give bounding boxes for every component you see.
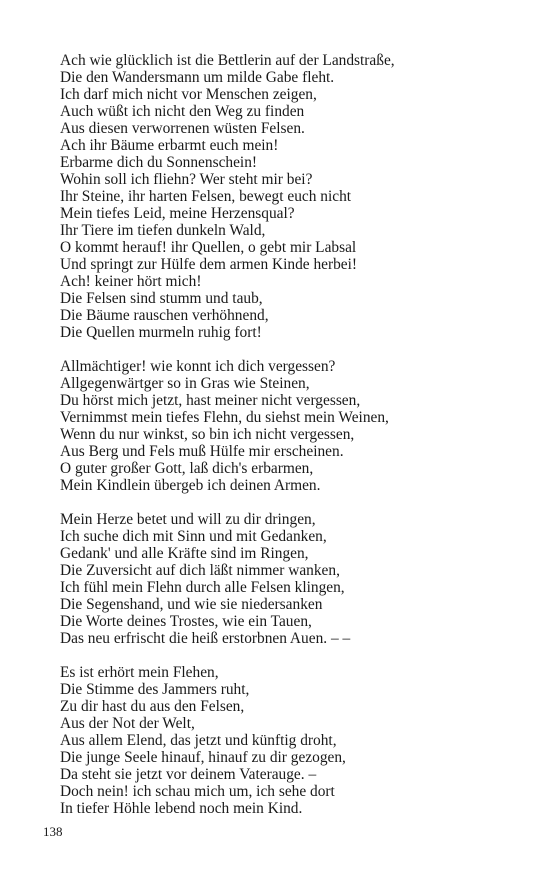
poem-line: Ihr Tiere im tiefen dunkeln Wald, [60, 222, 266, 239]
poem-line: Mein Herze betet und will zu dir dringen, [60, 511, 316, 528]
poem-line: Zu dir hast du aus den Felsen, [60, 698, 245, 715]
poem-line: Und springt zur Hülfe dem armen Kinde herbei! [60, 256, 358, 273]
poem-line: Ich suche dich mit Sinn und mit Gedanken, [60, 528, 327, 545]
poem-line: Du hörst mich jetzt, hast meiner nicht vergessen, [60, 392, 361, 409]
poem-line: Das neu erfrischt die heiß erstorbnen Auen. – – [60, 630, 351, 647]
poem-line: Ihr Steine, ihr harten Felsen, bewegt euch nicht [60, 188, 352, 205]
poem-line: Allmächtiger! wie konnt ich dich vergessen? [60, 358, 336, 375]
poem-line: Die Felsen sind stumm und taub, [60, 290, 263, 307]
poem-line: Die junge Seele hinauf, hinauf zu dir gezogen, [60, 749, 346, 766]
poem-line: O guter großer Gott, laß dich's erbarmen, [60, 460, 314, 477]
poem-line: Allgegenwärtger so in Gras wie Steinen, [60, 375, 310, 392]
poem-line: Mein Kindlein übergeb ich deinen Armen. [60, 477, 321, 494]
poem-line: Wohin soll ich fliehn? Wer steht mir bei? [60, 171, 313, 188]
poem-line: Die Worte deines Trostes, wie ein Tauen, [60, 613, 312, 630]
poem-line: Es ist erhört mein Flehen, [60, 664, 219, 681]
poem-line: Aus Berg und Fels muß Hülfe mir erscheinen. [60, 443, 344, 460]
stanza [60, 511, 520, 647]
poem-line: Ach ihr Bäume erbarmt euch mein! [60, 137, 279, 154]
poem-line: Wenn du nur winkst, so bin ich nicht vergessen, [60, 426, 355, 443]
poem-line: Ach! keiner hört mich! [60, 273, 202, 290]
poem-line: Aus diesen verworrenen wüsten Felsen. [60, 120, 305, 137]
poem-line: Vernimmst mein tiefes Flehn, du siehst mein Weinen, [60, 409, 389, 426]
poem-line: Die den Wandersmann um milde Gabe fleht. [60, 69, 335, 86]
poem-line: Auch wüßt ich nicht den Weg zu finden [60, 103, 305, 120]
poem-line: Gedank' und alle Kräfte sind im Ringen, [60, 545, 309, 562]
poem-line: Aus der Not der Welt, [60, 715, 195, 732]
poem-line: Die Stimme des Jammers ruht, [60, 681, 250, 698]
poem-line: Da steht sie jetzt vor deinem Vaterauge. – [60, 766, 317, 783]
poem-line: Ich darf mich nicht vor Menschen zeigen, [60, 86, 317, 103]
poem-line: In tiefer Höhle lebend noch mein Kind. [60, 800, 303, 817]
stanza [60, 664, 520, 817]
poem-line: Die Segenshand, und wie sie niedersanken [60, 596, 323, 613]
poem-line: Mein tiefes Leid, meine Herzensqual? [60, 205, 295, 222]
poem-line: Ich fühl mein Flehn durch alle Felsen klingen, [60, 579, 345, 596]
poem-line: O kommt herauf! ihr Quellen, o gebt mir Labsal [60, 239, 357, 256]
page-number: 138 [43, 824, 63, 839]
poem-line: Ach wie glücklich ist die Bettlerin auf der Landstraße, [60, 52, 395, 69]
poem-line: Aus allem Elend, das jetzt und künftig droht, [60, 732, 337, 749]
stanza [60, 358, 520, 494]
poem-line: Die Quellen murmeln ruhig fort! [60, 324, 262, 341]
stanza [60, 52, 520, 341]
poem-line: Erbarme dich du Sonnenschein! [60, 154, 258, 171]
poem-line: Die Zuversicht auf dich läßt nimmer wanken, [60, 562, 340, 579]
poem-line: Die Bäume rauschen verhöhnend, [60, 307, 269, 324]
poem-line: Doch nein! ich schau mich um, ich sehe dort [60, 783, 335, 800]
poem-text [60, 52, 520, 834]
